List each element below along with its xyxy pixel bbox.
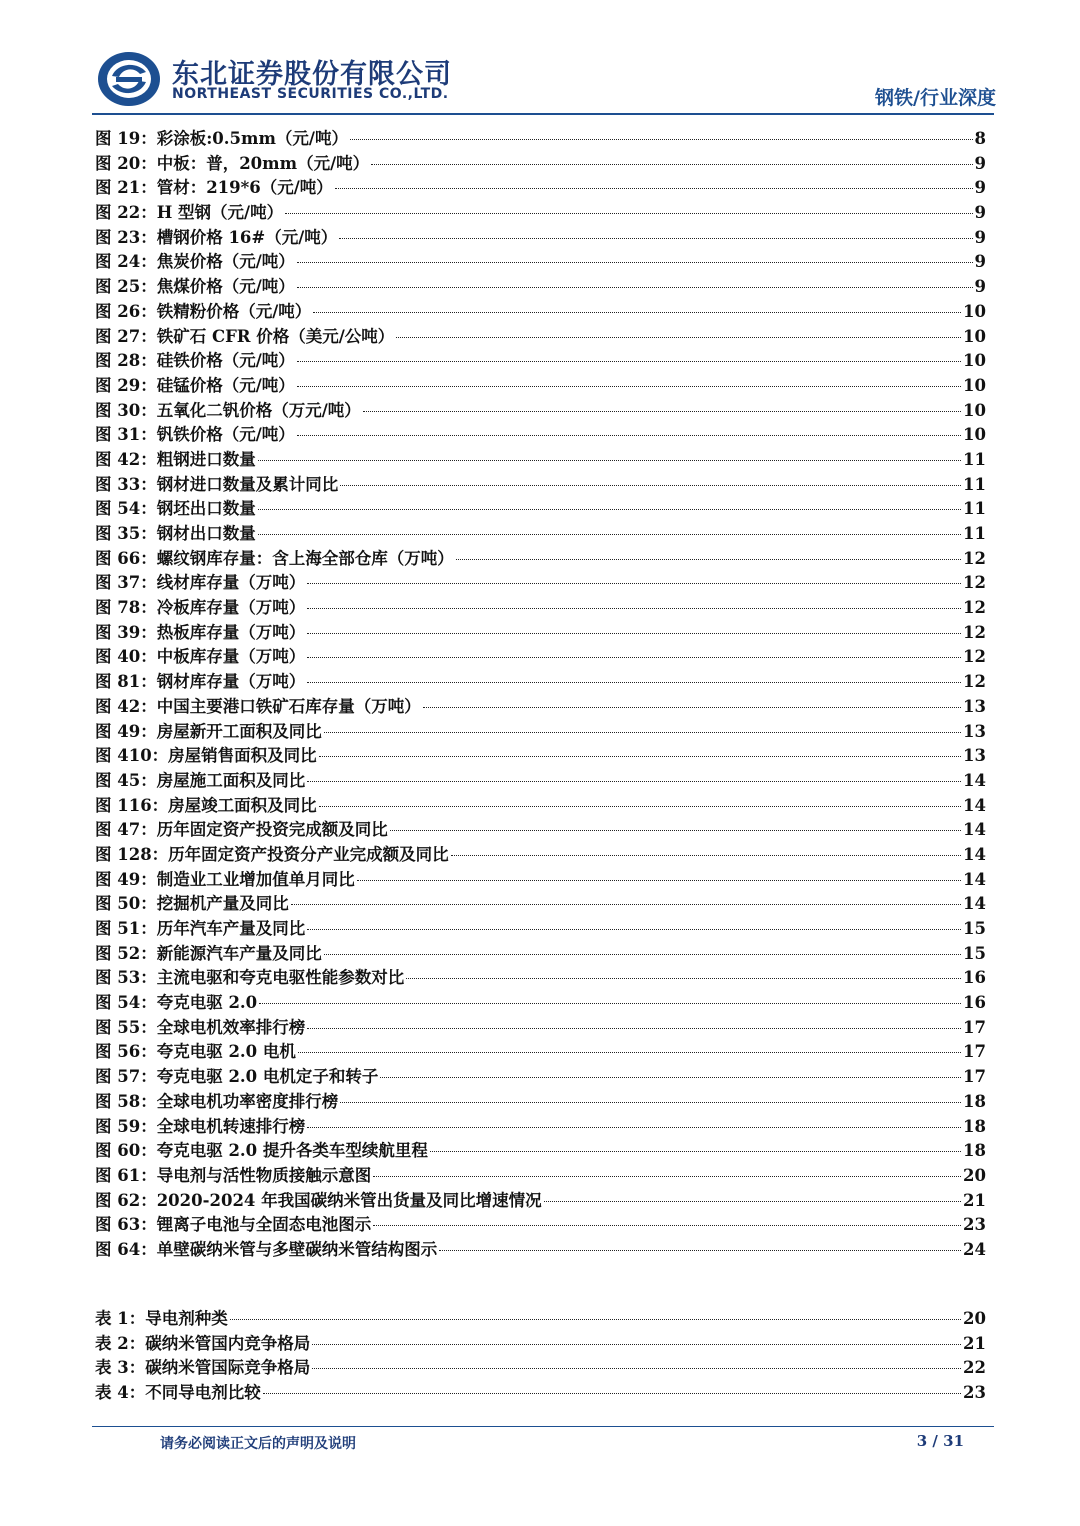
figure-entry[interactable] <box>95 399 986 424</box>
figure-entry[interactable] <box>95 571 986 596</box>
figure-entry[interactable] <box>95 942 986 967</box>
dot-leader <box>373 1176 961 1177</box>
figure-page-number: 11 <box>963 474 986 494</box>
figure-entry[interactable] <box>95 152 986 177</box>
footer-disclaimer: 请务必阅读正文后的声明及说明 <box>160 1436 356 1452</box>
figure-entry[interactable] <box>95 991 986 1016</box>
figure-title: 图 25：焦煤价格（元/吨） <box>95 277 295 297</box>
figure-entry[interactable] <box>95 300 986 325</box>
figure-entry[interactable] <box>95 621 986 646</box>
figure-entry[interactable] <box>95 769 986 794</box>
company-logo-icon <box>96 50 162 108</box>
figure-entry[interactable] <box>95 1040 986 1065</box>
figure-page-number: 9 <box>974 227 986 247</box>
figure-page-number: 8 <box>974 129 986 148</box>
figure-title: 图 55：全球电机效率排行榜 <box>95 1017 306 1037</box>
figure-entry[interactable] <box>95 645 986 670</box>
figure-entry[interactable] <box>95 1115 986 1140</box>
figure-page-number: 14 <box>963 795 986 815</box>
page-number: 3 / 31 <box>916 1432 964 1450</box>
figure-page-number: 16 <box>963 968 986 988</box>
figure-title: 图 21：管材：219*6（元/吨） <box>95 178 333 198</box>
page-header <box>0 0 1080 120</box>
dot-leader <box>357 880 961 881</box>
figure-title: 图 61：导电剂与活性物质接触示意图 <box>95 1165 372 1185</box>
table-entry[interactable] <box>95 1381 986 1406</box>
figure-entry[interactable] <box>95 127 986 152</box>
figure-entry[interactable] <box>95 250 986 275</box>
figure-page-number: 10 <box>963 326 986 346</box>
figure-entry[interactable] <box>95 818 986 843</box>
figure-list <box>95 127 986 1263</box>
table-entry[interactable] <box>95 1307 986 1332</box>
figure-entry[interactable] <box>95 1238 986 1263</box>
dot-leader <box>324 954 961 955</box>
figure-title: 图 49：制造业工业增加值单月同比 <box>95 869 355 889</box>
figure-title: 图 60：夸克电驱 2.0 提升各类车型续航里程 <box>95 1141 428 1161</box>
figure-entry[interactable] <box>95 1213 986 1238</box>
figure-entry[interactable] <box>95 966 986 991</box>
figure-title: 图 29：硅锰价格（元/吨） <box>95 375 295 395</box>
dot-leader <box>390 830 961 831</box>
dot-leader <box>307 657 961 658</box>
figure-page-number: 13 <box>963 696 986 716</box>
figure-title: 图 49：房屋新开工面积及同比 <box>95 721 322 741</box>
dot-leader <box>339 238 972 239</box>
figure-entry[interactable] <box>95 670 986 695</box>
dot-leader <box>297 361 961 362</box>
dot-leader <box>258 534 961 535</box>
dot-leader <box>307 781 961 782</box>
figure-page-number: 12 <box>963 622 986 642</box>
figure-title: 图 30：五氧化二钒价格（万元/吨） <box>95 400 361 420</box>
figure-title: 图 410：房屋销售面积及同比 <box>95 746 317 766</box>
figure-entry[interactable] <box>95 423 986 448</box>
figure-page-number: 13 <box>963 746 986 766</box>
table-title: 表 1：导电剂种类 <box>95 1309 228 1328</box>
figure-title: 图 33：钢材进口数量及累计同比 <box>95 474 339 494</box>
figure-entry[interactable] <box>95 1016 986 1041</box>
dot-leader <box>319 806 961 807</box>
figure-title: 图 63：锂离子电池与全固态电池图示 <box>95 1215 372 1235</box>
figure-page-number: 9 <box>974 203 986 223</box>
figure-entry[interactable] <box>95 744 986 769</box>
company-name-en: NORTHEAST SECURITIES CO.,LTD. <box>172 86 449 102</box>
figure-title: 图 23：槽钢价格 16#（元/吨） <box>95 227 338 247</box>
figure-entry[interactable] <box>95 448 986 473</box>
figure-title: 图 54：钢坯出口数量 <box>95 499 256 519</box>
dot-leader <box>396 337 961 338</box>
figure-page-number: 12 <box>963 672 986 692</box>
figure-title: 图 37：线材库存量（万吨） <box>95 573 306 593</box>
figure-page-number: 10 <box>963 351 986 371</box>
figure-page-number: 10 <box>963 400 986 420</box>
dot-leader <box>544 1201 961 1202</box>
figure-page-number: 11 <box>963 524 986 543</box>
dot-leader <box>451 855 961 856</box>
dot-leader <box>307 929 961 930</box>
figure-page-number: 18 <box>963 1116 986 1136</box>
figure-title: 图 66：螺纹钢库存量：含上海全部仓库（万吨） <box>95 548 454 568</box>
figure-entry[interactable] <box>95 1189 986 1214</box>
footer-divider <box>92 1426 994 1427</box>
table-entry[interactable] <box>95 1332 986 1357</box>
dot-leader <box>456 559 961 560</box>
figure-title: 图 54：夸克电驱 2.0 <box>95 993 258 1013</box>
figure-title: 图 51：历年汽车产量及同比 <box>95 919 306 938</box>
figure-entry[interactable] <box>95 892 986 917</box>
table-title: 表 3：碳纳米管国际竞争格局 <box>95 1358 311 1378</box>
figure-entry[interactable] <box>95 1065 986 1090</box>
figure-entry[interactable] <box>95 325 986 350</box>
figure-entry[interactable] <box>95 695 986 720</box>
figure-page-number: 14 <box>963 869 986 889</box>
figure-entry[interactable] <box>95 843 986 868</box>
figure-title: 图 19：彩涂板:0.5mm（元/吨） <box>95 129 348 148</box>
figure-title: 图 58：全球电机功率密度排行榜 <box>95 1091 339 1111</box>
dot-leader <box>259 1003 961 1004</box>
figure-entry[interactable] <box>95 1139 986 1164</box>
table-list <box>95 1307 986 1406</box>
figure-title: 图 42：中国主要港口铁矿石库存量（万吨） <box>95 696 421 716</box>
figure-entry[interactable] <box>95 497 986 522</box>
figure-page-number: 11 <box>963 449 986 469</box>
figure-page-number: 9 <box>974 252 986 272</box>
figure-page-number: 14 <box>963 770 986 790</box>
dot-leader <box>307 1127 961 1128</box>
figure-title: 图 64：单壁碳纳米管与多壁碳纳米管结构图示 <box>95 1239 438 1259</box>
figure-title: 图 31：钒铁价格（元/吨） <box>95 425 295 445</box>
table-page-number: 20 <box>963 1309 986 1328</box>
figure-entry[interactable] <box>95 1090 986 1115</box>
figure-page-number: 14 <box>963 844 986 864</box>
dot-leader <box>371 164 972 165</box>
dot-leader <box>297 386 961 387</box>
figure-page-number: 10 <box>963 375 986 395</box>
figure-entry[interactable] <box>95 176 986 201</box>
figure-entry[interactable] <box>95 201 986 226</box>
figure-title: 图 78：冷板库存量（万吨） <box>95 598 306 618</box>
dot-leader <box>363 411 961 412</box>
figure-entry[interactable] <box>95 794 986 819</box>
dot-leader <box>350 139 973 140</box>
table-entry[interactable] <box>95 1356 986 1381</box>
dot-leader <box>340 485 961 486</box>
figure-page-number: 13 <box>963 721 986 741</box>
figure-page-number: 10 <box>963 425 986 445</box>
dot-leader <box>439 1250 961 1251</box>
figure-entry[interactable] <box>95 226 986 251</box>
figure-page-number: 17 <box>963 1067 986 1087</box>
dot-leader <box>258 460 961 461</box>
figure-entry[interactable] <box>95 720 986 745</box>
figure-entry[interactable] <box>95 374 986 399</box>
figure-title: 图 27：铁矿石 CFR 价格（美元/公吨） <box>95 326 395 346</box>
dot-leader <box>430 1151 961 1152</box>
figure-page-number: 14 <box>963 894 986 914</box>
dot-leader <box>230 1319 961 1320</box>
dot-leader <box>307 583 961 584</box>
figure-title: 图 59：全球电机转速排行榜 <box>95 1116 306 1136</box>
figure-title: 图 40：中板库存量（万吨） <box>95 647 306 667</box>
figure-title: 图 52：新能源汽车产量及同比 <box>95 943 322 963</box>
dot-leader <box>423 707 961 708</box>
figure-title: 图 62：2020-2024 年我国碳纳米管出货量及同比增速情况 <box>95 1190 542 1210</box>
figure-page-number: 20 <box>963 1165 986 1185</box>
report-category: 钢铁/行业深度 <box>875 87 996 109</box>
dot-leader <box>291 904 961 905</box>
figure-page-number: 23 <box>963 1215 986 1235</box>
dot-leader <box>312 1344 961 1345</box>
figure-title: 图 116：房屋竣工面积及同比 <box>95 795 317 815</box>
dot-leader <box>297 435 961 436</box>
dot-leader <box>335 188 973 189</box>
figure-page-number: 15 <box>963 943 986 963</box>
figure-entry[interactable] <box>95 917 986 942</box>
table-title: 表 4：不同导电剂比较 <box>95 1383 261 1403</box>
dot-leader <box>324 732 961 733</box>
dot-leader <box>307 608 961 609</box>
figure-page-number: 16 <box>963 993 986 1013</box>
figure-entry[interactable] <box>95 868 986 893</box>
figure-entry[interactable] <box>95 596 986 621</box>
dot-leader <box>263 1393 961 1394</box>
figure-title: 图 35：钢材出口数量 <box>95 524 256 543</box>
figure-title: 图 53：主流电驱和夸克电驱性能参数对比 <box>95 968 405 988</box>
figure-entry[interactable] <box>95 349 986 374</box>
dot-leader <box>307 633 961 634</box>
dot-leader <box>298 1052 961 1053</box>
figure-page-number: 17 <box>963 1042 986 1062</box>
figure-title: 图 45：房屋施工面积及同比 <box>95 770 306 790</box>
figure-page-number: 15 <box>963 919 986 938</box>
figure-entry[interactable] <box>95 1164 986 1189</box>
figure-page-number: 12 <box>963 647 986 667</box>
figure-title: 图 47：历年固定资产投资完成额及同比 <box>95 820 388 840</box>
table-page-number: 21 <box>963 1333 986 1353</box>
header-divider <box>92 113 994 115</box>
dot-leader <box>313 312 961 313</box>
company-name-cn: 东北证券股份有限公司 <box>172 59 452 90</box>
figure-page-number: 9 <box>974 178 986 198</box>
dot-leader <box>258 509 961 510</box>
figure-title: 图 56：夸克电驱 2.0 电机 <box>95 1042 296 1062</box>
dot-leader <box>340 1102 961 1103</box>
dot-leader <box>307 682 961 683</box>
dot-leader <box>373 1225 961 1226</box>
figure-page-number: 18 <box>963 1141 986 1161</box>
dot-leader <box>319 756 961 757</box>
dot-leader <box>406 978 961 979</box>
figure-title: 图 39：热板库存量（万吨） <box>95 622 306 642</box>
figure-title: 图 81：钢材库存量（万吨） <box>95 672 306 692</box>
figure-title: 图 24：焦炭价格（元/吨） <box>95 252 295 272</box>
figure-page-number: 18 <box>963 1091 986 1111</box>
figure-page-number: 12 <box>963 598 986 618</box>
table-page-number: 23 <box>963 1383 986 1403</box>
figure-page-number: 21 <box>963 1190 986 1210</box>
figure-title: 图 26：铁精粉价格（元/吨） <box>95 301 312 321</box>
figure-page-number: 11 <box>963 499 986 519</box>
figure-page-number: 17 <box>963 1017 986 1037</box>
figure-entry[interactable] <box>95 473 986 498</box>
figure-title: 图 28：硅铁价格（元/吨） <box>95 351 295 371</box>
dot-leader <box>285 213 972 214</box>
dot-leader <box>297 262 973 263</box>
figure-page-number: 12 <box>963 573 986 593</box>
dot-leader <box>380 1077 961 1078</box>
figure-title: 图 20：中板：普，20mm（元/吨） <box>95 153 370 173</box>
figure-entry[interactable] <box>95 275 986 300</box>
figure-title: 图 42：粗钢进口数量 <box>95 449 256 469</box>
dot-leader <box>307 1028 961 1029</box>
figure-title: 图 128：历年固定资产投资分产业完成额及同比 <box>95 844 449 864</box>
figure-title: 图 50：挖掘机产量及同比 <box>95 894 289 914</box>
figure-page-number: 9 <box>974 153 986 173</box>
dot-leader <box>297 287 973 288</box>
figure-title: 图 57：夸克电驱 2.0 电机定子和转子 <box>95 1067 379 1087</box>
figure-page-number: 9 <box>974 277 986 297</box>
table-page-number: 22 <box>963 1358 986 1378</box>
figure-page-number: 24 <box>963 1239 986 1259</box>
figure-title: 图 22：H 型钢（元/吨） <box>95 203 284 223</box>
figure-entry[interactable] <box>95 522 986 547</box>
table-title: 表 2：碳纳米管国内竞争格局 <box>95 1333 311 1353</box>
dot-leader <box>312 1368 961 1369</box>
figure-page-number: 12 <box>963 548 986 568</box>
figure-entry[interactable] <box>95 547 986 572</box>
figure-page-number: 14 <box>963 820 986 840</box>
figure-page-number: 10 <box>963 301 986 321</box>
